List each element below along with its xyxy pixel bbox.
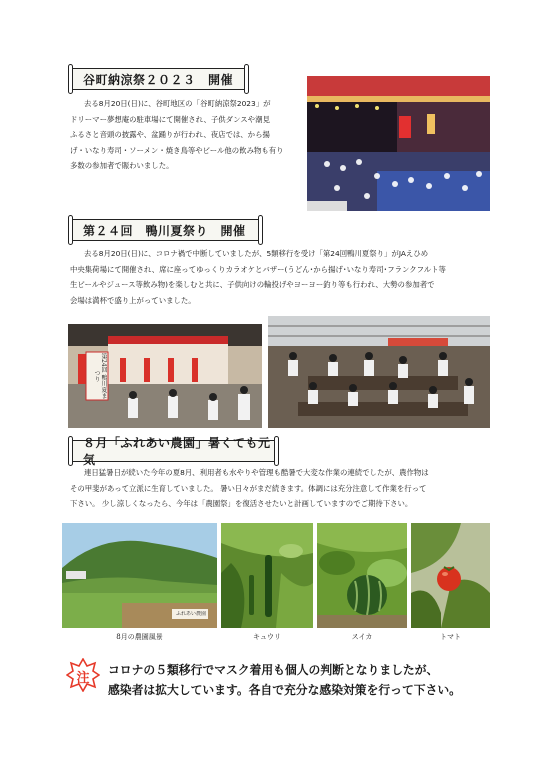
paragraph-line: 生ビールやジュース等飲み物)を楽しむと共に、子供向けの輪投げやヨーヨー釣り等も行われ、大勢の参加者で xyxy=(70,280,435,290)
paragraph-line: 多数の参加者で賑わいました。 xyxy=(70,161,174,171)
notice-line: 感染者は拡大しています。各自で充分な感染対策を行って下さい。 xyxy=(108,683,461,697)
paragraph-line: 去る8月20日(日)に、谷町地区の「谷町納涼祭2023」が xyxy=(84,99,271,108)
kamogawa-hall-photo xyxy=(268,316,490,428)
caption-watermelon: スイカ xyxy=(351,633,373,641)
section-title-text: 谷町納涼祭２０２３ 開催 xyxy=(83,72,234,87)
kamogawa-paragraph xyxy=(70,246,446,308)
section-title-kamogawa xyxy=(68,219,262,241)
farm-landscape-photo xyxy=(62,523,217,628)
festival-sign xyxy=(87,352,107,400)
paragraph-line: げ・いなり寿司・ソーメン・焼き鳥等やビール他の飲み物も有り xyxy=(70,145,284,155)
tomato-photo xyxy=(411,523,490,628)
tanimachi-paragraph xyxy=(70,96,284,174)
farm-sign: ふれあい農園 xyxy=(175,611,206,617)
festival-sign-text: 鴨川夏まつり xyxy=(93,370,107,399)
notice-text xyxy=(108,660,461,700)
caption-farm-landscape: 8月の農園風景 xyxy=(116,633,163,641)
farm-paragraph xyxy=(70,465,429,512)
paragraph-line: ドリーマー夢想庵の駐車場にて開催され、子供ダンスや潮見 xyxy=(70,114,270,124)
notice-line: コロナの５類移行でマスク着用も個人の判断となりましたが、 xyxy=(108,663,439,677)
paragraph-line: 下さい。 少し涼しくなったら、今年は「農園祭」を復活させたいと計画していますのでご期待下さい。 xyxy=(70,499,413,509)
paragraph-line: ふるさと音頭の披露や、盆踊りが行われ、夜店では、から揚 xyxy=(70,130,270,140)
watermelon-photo xyxy=(317,523,407,628)
cucumber-photo xyxy=(221,523,313,628)
caution-badge-text: 注 xyxy=(76,671,90,686)
section-title-text: ８月「ふれあい農園」暑くても元気 xyxy=(83,436,271,467)
caption-tomato: トマト xyxy=(440,633,461,641)
caution-badge xyxy=(66,658,100,692)
paragraph-line: 会場は満杯で盛り上がっていました。 xyxy=(70,295,196,305)
section-title-farm xyxy=(68,436,278,467)
paragraph-line: 去る8月20日(日)に、コロナ禍で中断していましたが、5類移行を受け「第24回鴨川夏祭り」がJAえひめ xyxy=(84,249,429,258)
kamogawa-stage-photo xyxy=(68,324,262,428)
paragraph-line: 中央集荷場にて開催され、席に座ってゆっくりカラオケとバザー(うどん･から揚げ･いなり寿司･フランクフルト等 xyxy=(70,264,446,274)
section-title-tanimachi xyxy=(68,68,248,90)
paragraph-line: 連日猛暑日が続いた今年の夏8月、利用者も水やりや管理も酷暑で大変な作業の連続でしたが、農作物は xyxy=(84,468,429,477)
caption-cucumber: キュウリ xyxy=(253,633,281,641)
festival-sign-prefix: 第24回 xyxy=(100,353,107,373)
paragraph-line: その甲斐があって立派に生育していました。 暑い日々がまだ続きます。体調には充分注意して作業を行って xyxy=(70,483,427,493)
tanimachi-festival-photo xyxy=(307,76,490,211)
section-title-text: 第２４回 鴨川夏祭り 開催 xyxy=(83,223,246,238)
